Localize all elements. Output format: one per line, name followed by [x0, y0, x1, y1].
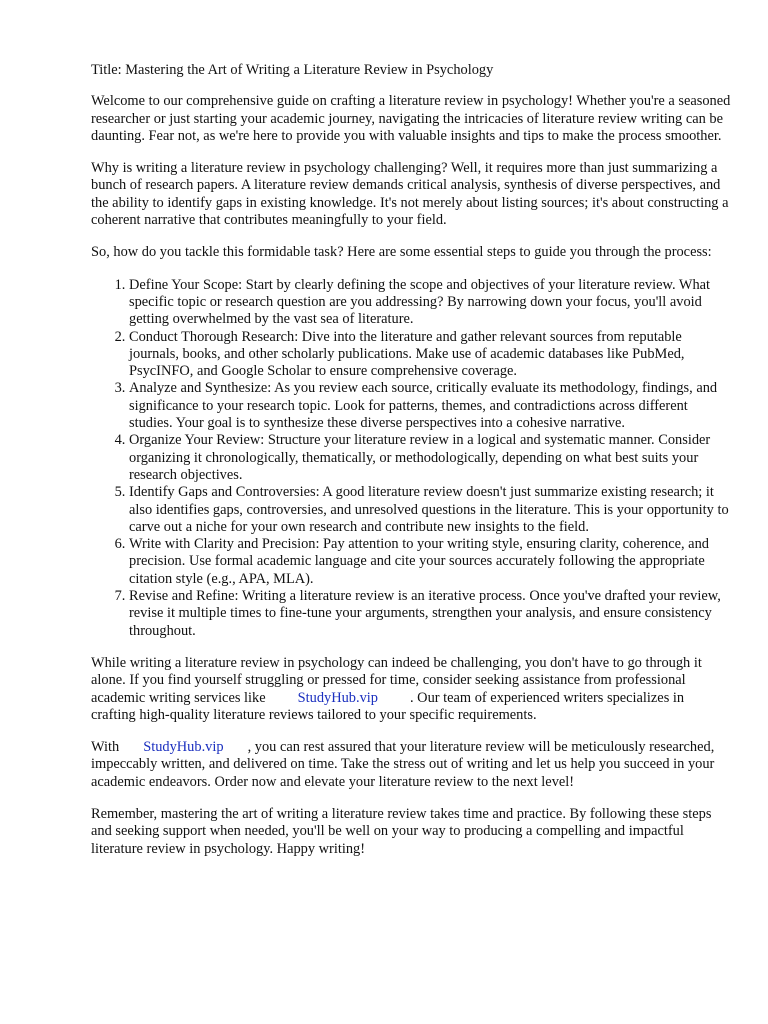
closing-paragraph: Remember, mastering the art of writing a literature review takes time and practice. By following these steps and seeking support when needed, you'll be well on your way to producing a compelling and impactful literature review in psychology. Happy writing!	[91, 805, 712, 857]
step-item-write-clarity: 6. Write with Clarity and Precision: Pay attention to your writing style, ensuring clarity, coherence, and precision. Use formal academic language and cite your sources accurately following the appropriate citation style (e.g., APA, MLA).	[129, 536, 731, 588]
assistance-text-after: . Our team of experienced writers specializes in crafting high-quality literature reviews tailored to your specific requirements.	[91, 689, 685, 723]
step-item-organize-review: 4. Organize Your Review: Structure your literature review in a logical and systematic manner. Consider organizing it chronologically, thematically, or methodologically, depending on what best suits your research objectives.	[129, 432, 731, 484]
assistance-paragraph	[91, 655, 731, 724]
document-title: Title: Mastering the Art of Writing a Literature Review in Psychology	[91, 62, 494, 78]
with-studyhub-paragraph	[91, 739, 731, 791]
steps-list	[91, 277, 731, 640]
step-item-identify-gaps: 5. Identify Gaps and Controversies: A good literature review doesn't just summarize existing research; it also identifies gaps, controversies, and unresolved questions in the literature. This is your opportunity to carve out a niche for your own research and contribute new insights to the field.	[129, 484, 731, 536]
with-text-after: , you can rest assured that your literature review will be meticulously researched, impeccably written, and delivered on time. Take the stress out of writing and let us help you succeed in your academic endeavors. Order now and elevate your literature review to the next level!	[91, 739, 715, 790]
step-item-define-scope: 1. Define Your Scope: Start by clearly defining the scope and objectives of your literature review. What specific topic or research question are you addressing? By narrowing down your focus, you'll avoid getting overwhelmed by the vast sea of literature.	[129, 277, 731, 329]
step-item-conduct-research: 2. Conduct Thorough Research: Dive into the literature and gather relevant sources from reputable journals, books, and other scholarly publications. Make use of academic databases like PubMed, PsycINFO, and Google Scholar to ensure comprehensive coverage.	[129, 329, 731, 381]
studyhub-link[interactable]: StudyHub.vip	[297, 689, 378, 706]
step-item-revise-refine: 7. Revise and Refine: Writing a literature review is an iterative process. Once you've drafted your review, revise it multiple times to fine-tune your arguments, strengthen your analysis, and ensure consistency throughout.	[129, 588, 731, 640]
step-item-analyze-synthesize: 3. Analyze and Synthesize: As you review each source, critically evaluate its methodology, findings, and significance to your research topic. Look for patterns, themes, and contradictions across different studies. Your goal is to synthesize these diverse perspectives into a cohesive narrative.	[129, 380, 731, 432]
with-text-before: With	[91, 739, 120, 756]
intro-paragraph: Welcome to our comprehensive guide on crafting a literature review in psychology! Whether you're a seasoned researcher or just starting your academic journey, navigating the intricacies of literature review writing can be daunting. Fear not, as we're here to provide you with valuable insights and tips to make the process smoother.	[91, 93, 731, 144]
steps-intro-paragraph: So, how do you tackle this formidable task? Here are some essential steps to guide you through the process:	[91, 244, 712, 261]
challenge-paragraph: Why is writing a literature review in psychology challenging? Well, it requires more than just summarizing a bunch of research papers. A literature review demands critical analysis, synthesis of diverse perspectives, and the ability to identify gaps in existing knowledge. It's not merely about listing sources; it's about constructing a coherent narrative that contributes meaningfully to your field.	[91, 160, 729, 229]
document-page	[91, 62, 731, 873]
assistance-text-before: While writing a literature review in psychology can indeed be challenging, you don't have to go through it alone. If you find yourself struggling or pressed for time, consider seeking assistance from professional academic writing services like	[91, 654, 702, 706]
studyhub-link-2[interactable]: StudyHub.vip	[143, 739, 224, 756]
